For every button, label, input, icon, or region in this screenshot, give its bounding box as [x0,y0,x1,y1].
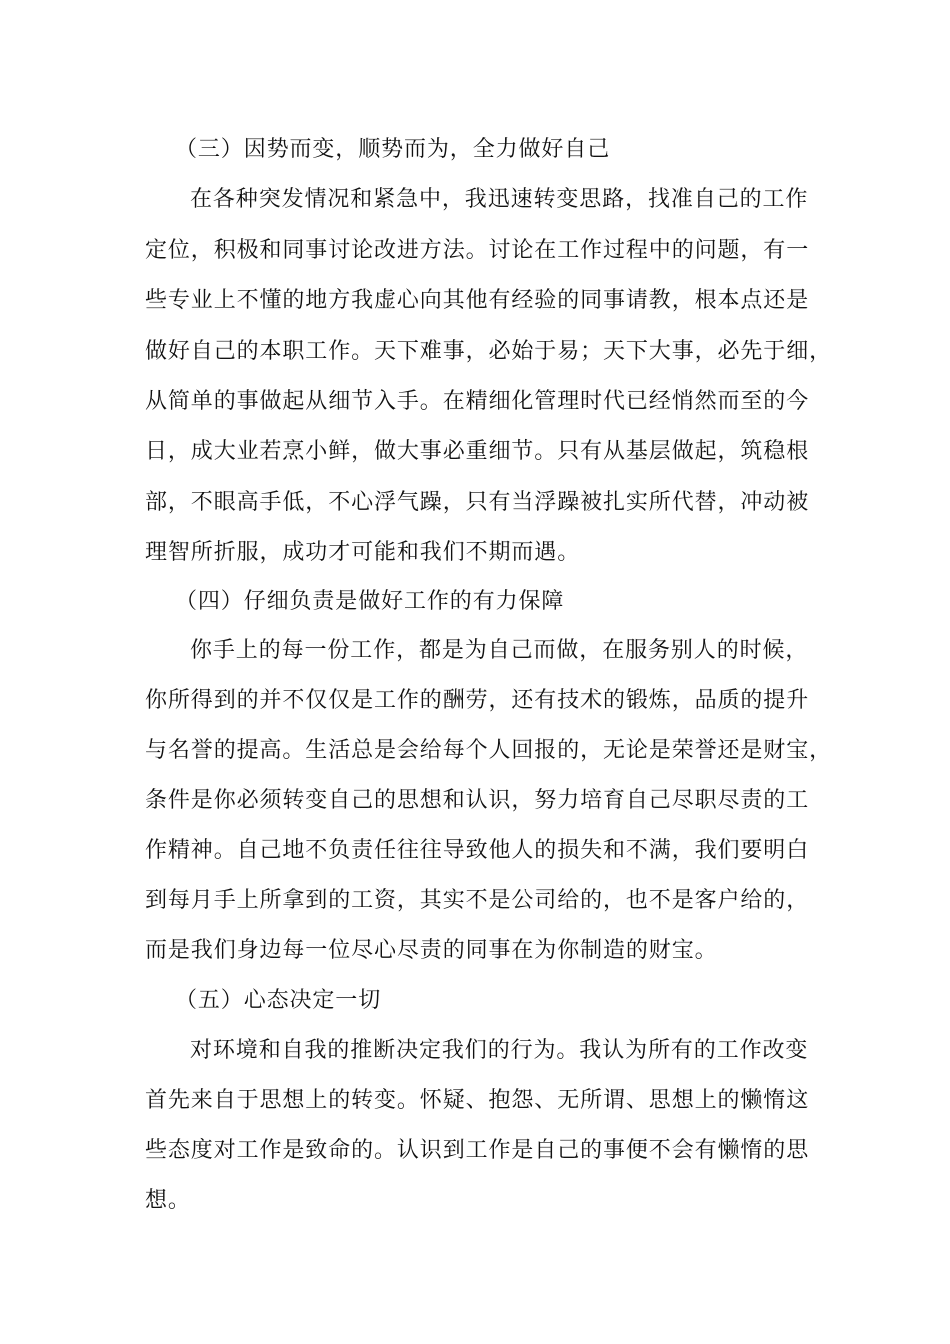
paragraph-line: 你所得到的并不仅仅是工作的酬劳，还有技术的锻炼，品质的提升 [145,688,810,713]
paragraph-line: 到每月手上所拿到的工资，其实不是公司给的，也不是客户给的， [145,888,810,913]
paragraph-line: 而是我们身边每一位尽心尽责的同事在为你制造的财宝。 [145,938,718,963]
paragraph-line: 条件是你必须转变自己的思想和认识，努力培育自己尽职尽责的工 [145,788,810,813]
section-heading-3: （三）因势而变，顺势而为，全力做好自己 [175,137,611,162]
paragraph-line: 想。 [145,1188,191,1213]
paragraph-line: 首先来自于思想上的转变。怀疑、抱怨、无所谓、思想上的懒惰这 [145,1088,810,1113]
paragraph-line: 你手上的每一份工作，都是为自己而做，在服务别人的时候， [190,638,809,663]
paragraph-line: 部，不眼高手低，不心浮气躁，只有当浮躁被扎实所代替，冲动被 [145,490,810,515]
paragraph-line: 从简单的事做起从细节入手。在精细化管理时代已经悄然而至的今 [145,389,810,414]
paragraph-line: 些态度对工作是致命的。认识到工作是自己的事便不会有懒惰的思 [145,1138,810,1163]
paragraph-line: 些专业上不懂的地方我虚心向其他有经验的同事请教，根本点还是 [145,288,810,313]
paragraph-line: 做好自己的本职工作。天下难事，必始于易；天下大事，必先于细， [145,339,833,364]
paragraph-line: 与名誉的提高。生活总是会给每个人回报的，无论是荣誉还是财宝， [145,738,833,763]
section-heading-4: （四）仔细负责是做好工作的有力保障 [175,589,565,614]
section-heading-5: （五）心态决定一切 [175,988,382,1013]
paragraph-line: 在各种突发情况和紧急中，我迅速转变思路，找准自己的工作 [190,187,809,212]
paragraph-line: 定位，积极和同事讨论改进方法。讨论在工作过程中的问题，有一 [145,238,810,263]
paragraph-line: 日，成大业若烹小鲜，做大事必重细节。只有从基层做起，筑稳根 [145,439,810,464]
paragraph-line: 作精神。自己地不负责任往往导致他人的损失和不满，我们要明白 [145,838,810,863]
paragraph-line: 对环境和自我的推断决定我们的行为。我认为所有的工作改变 [190,1038,809,1063]
paragraph-line: 理智所折服，成功才可能和我们不期而遇。 [145,540,581,565]
